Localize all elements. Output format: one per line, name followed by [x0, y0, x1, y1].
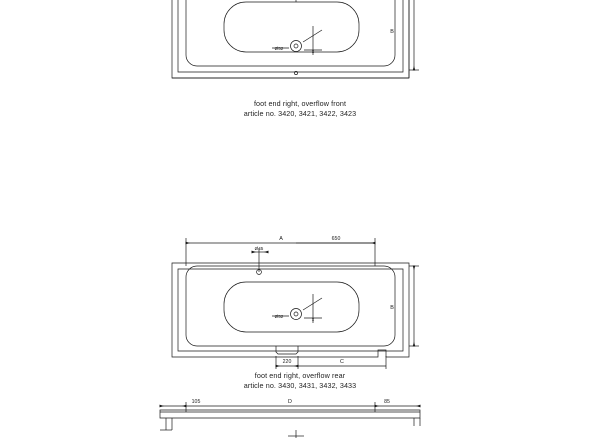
label-top-x: x	[311, 49, 315, 54]
figure-middle-caption-line1: foot end right, overflow rear	[254, 371, 346, 380]
label-mid-650: 650	[331, 236, 341, 242]
label-mid-A: A	[279, 236, 283, 242]
label-mid-waste-dia: Ø52	[274, 314, 284, 319]
figure-top-caption-line1: foot end right, overflow front	[253, 99, 347, 108]
figure-top-caption	[0, 99, 600, 118]
figure-top-caption-line2: article no. 3420, 3421, 3422, 3423	[243, 108, 357, 118]
figure-top-geometry	[172, 0, 419, 78]
figure-bottom-geometry	[160, 402, 420, 438]
figure-middle-geometry	[172, 238, 419, 369]
label-bottom-D: D	[288, 399, 292, 405]
label-mid-x: x	[311, 317, 315, 322]
label-top-waste-dia: Ø52	[274, 46, 284, 51]
label-bottom-105: 105	[191, 399, 201, 405]
label-mid-B: B	[390, 305, 394, 311]
label-top-B: B	[390, 29, 394, 35]
figure-middle-caption	[0, 371, 600, 390]
label-mid-220: 220	[282, 359, 292, 365]
label-bottom-85: 85	[384, 399, 390, 405]
figure-middle-caption-line2: article no. 3430, 3431, 3432, 3433	[243, 380, 357, 390]
label-mid-C: C	[340, 359, 344, 365]
label-mid-overflow-dia: Ø45	[254, 246, 264, 251]
